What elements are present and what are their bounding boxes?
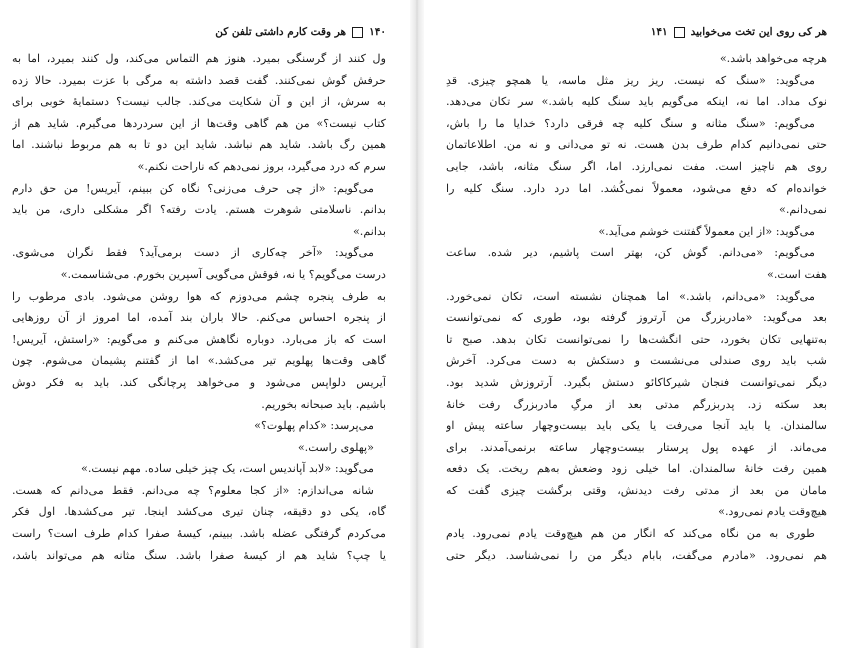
text-line: می‌گوید: «سنگ که نیست. ریز ریز مثل ماسه، یا همچو چیزی. قدِ [446, 73, 815, 87]
text-line: می‌پرسد: «کدام پهلوت؟» [254, 419, 374, 433]
text-line: خوانده‌ام که دفع می‌شود، معمولاً نمی‌کُشد. اما درد دارد. سنگ کلیه را [446, 181, 827, 195]
text-line: می‌گوید: «از این معمولاً گفتنت خوشم می‌آید.» [598, 224, 815, 238]
text-line: هفت است.» [767, 267, 827, 281]
text-line: نمی‌دانم.» [779, 203, 827, 217]
text-line: می‌گوید: «می‌دانم، باشد.» اما همچنان نشسته است، تکان نمی‌خورد. [446, 289, 815, 303]
text-line: می‌گویم: «می‌دانم. گوش کن، بهتر است پاشیم، دیر شده. ساعت [446, 246, 815, 260]
text-line: گاه، یکی دو دقیقه، چنان تیری می‌کشد اینجا. تیر می‌کشدها. اول فکر [12, 505, 386, 519]
text-line: بعد می‌گوید: «مادربزرگ من آرتروز گرفته بود، طوری که نمی‌توانست [446, 311, 827, 325]
text-line: کتاب نیست؟» من هم گاهی وقت‌ها از این سردردها می‌گیرم. شاید هم از [12, 116, 386, 130]
text-line: هیچ‌وقت یادم نمی‌رود.» [718, 505, 827, 519]
text-line: می‌گویم: «سنگ مثانه و سنگ کلیه چه فرقی دارد؟ خدایا ما را باش، [446, 116, 815, 130]
text-line: می‌کردم گرفتگی عضله باشد. ببینم، کیسهٔ صفرا کدام طرف است؟ راست [12, 527, 386, 541]
text-line: به طرف پنجره چشم می‌دوزم که هوا روشن می‌شود. بادی مرطوب را [12, 289, 386, 303]
text-line: ول کنند از گرسنگی بمیرد. هنوز هم التماس می‌کند، ول کنند بمیرد، اما به [12, 52, 386, 65]
text-line: همین رفت خانهٔ سالمندان. اما خیلی زود وضعش به‌هم ریخت. یک دفعه [446, 462, 827, 476]
right-page [424, 0, 845, 648]
text-line: است که باز می‌بارد. دوباره نگاهش می‌کنم و می‌گویم: «راستش، آیریس! [12, 332, 386, 346]
text-line: بدانم.» [352, 224, 386, 238]
text-line: «پهلوی راست.» [297, 440, 374, 454]
left-page-header [12, 22, 386, 42]
text-line: می‌گویم: «از چی حرف می‌زنی؟ نگاه کن ببینم، آیریس! من حق دارم [12, 181, 374, 195]
text-line: می‌ماند. از عهده پول پرستار بیست‌وچهار ساعته برنمی‌آمدند. برای [446, 440, 827, 454]
book-gutter [410, 0, 424, 648]
text-line: به سرش، از این و آن شکایت می‌کند. جالب نیست؟ دستمایهٔ خوبی برای [12, 95, 386, 109]
text-line: به‌تنهایی تکان بخورد، حتی انگشت‌ها را نمی‌توانست تکان بدهد. صبح تا [446, 332, 827, 346]
running-title: هر وقت کارم داشتی تلفن کن [215, 26, 347, 38]
right-page-body [446, 48, 827, 566]
text-line: بدانم. ناسلامتی شوهرت هستم. یادت رفته؟ اگر مشکلی داری، من باید [12, 203, 386, 217]
text-line: سرم که درد می‌گیرد، بروز نمی‌دهم که ناراحت نکنم.» [137, 159, 386, 173]
text-line: یا چپ؟ شاید هم از کیسهٔ صفرا باشد. سنگ مثانه هم می‌تواند باشد، [12, 548, 386, 562]
page-number: ۱۴۱ [650, 26, 668, 38]
text-line: آیریس دلواپس می‌شود و می‌خواهد پرچانگی کند. باید به فکر دوش [12, 375, 386, 389]
text-line: درست می‌گویم؟ یا نه، فوقش می‌گویی آسپرین بخورم. می‌شناسمت.» [60, 267, 386, 281]
text-line: حتی نمی‌دانیم کدام طرف بدن هست. نه تو می‌دانی و نه من. اطلاعاتمان [446, 138, 827, 152]
text-line: روی هم ناچیز است. مفت نمی‌ارزد. اما، اگر سنگ مثانه، باشد، جایی [446, 159, 827, 173]
left-page [0, 0, 410, 648]
running-title: هر کی روی این تخت می‌خوابید [690, 26, 827, 38]
header-box-icon [674, 27, 685, 38]
text-line: نوک مداد. اما نه، اینکه می‌گویم باید سنگ کلیه باشد.» سر تکان می‌دهد. [446, 95, 827, 109]
text-line: مامان من بعد از مدتی رفت دیدنش، وقتی برگشت چیزی گفت که [446, 483, 827, 497]
text-line: می‌گوید: «آخر چه‌کاری از دست برمی‌آید؟ فقط نگران می‌شوی. [12, 246, 374, 260]
text-line: هرچه می‌خواهد باشد.» [719, 52, 827, 65]
right-page-header [446, 22, 827, 42]
text-line: گاهی وقت‌ها پهلویم تیر می‌کشد.» اما از گفتنم پشیمان می‌شوم. چون [12, 354, 386, 368]
text-line: باشیم. باید صبحانه بخوریم. [261, 397, 386, 411]
text-line: می‌گوید: «لابد آپاندیس است، یک چیز خیلی ساده. مهم نیست.» [80, 462, 374, 476]
text-line: بعد سکته زد. پدربزرگم مدتی بعد از مرگِ مادربزرگ رفت خانهٔ [446, 397, 827, 411]
text-line: از پنجره احساس می‌کنم. حالا باران بند آمده، اما امروز از آن روزهایی [12, 311, 386, 325]
text-line: حرفش گوش نمی‌کنند. گفت قصد داشته به مرگی با عزت بمیرد. حالا زده [12, 73, 386, 87]
left-page-body [12, 48, 386, 566]
text-line: هم نمی‌رود. «مادرم می‌گفت، بابام دیگر من را نمی‌شناسد. دیگر حتی [446, 548, 827, 562]
text-line: طوری به من نگاه می‌کند که انگار من هم هیچ‌وقت یادم نمی‌رود. یادم [446, 527, 815, 541]
header-box-icon [352, 27, 363, 38]
text-line: دیگر نمی‌توانست فنجان شیرکاکائو دستش بگیرد. آرتروزش شدید بود. [446, 375, 827, 389]
page-number: ۱۴۰ [369, 26, 386, 38]
text-line: شب باید روی صندلی می‌نشست و دستکش به دست می‌کرد. آخرش [446, 354, 827, 368]
text-line: شانه می‌اندازم: «از کجا معلوم؟ چه می‌دانم. فقط می‌دانم که هست. [12, 483, 374, 497]
text-line: همین رگ باشد. شاید هم نباشد. شاید این دو تا به هم مربوط نباشند. اما [12, 138, 386, 152]
text-line: سالمندان. یا باید آنجا می‌رفت یا یکی باید بیست‌وچهار ساعته پیش او [446, 419, 827, 433]
